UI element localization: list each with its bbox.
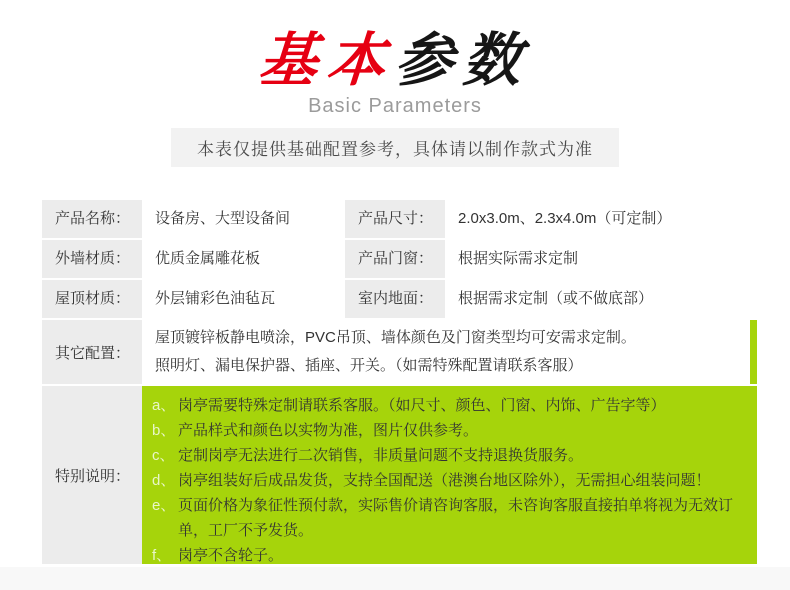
note-prefix-c: c、 — [152, 447, 175, 464]
special-notes-green-block — [142, 386, 757, 564]
note-prefix-e: e、 — [152, 497, 176, 514]
row3-value-indoor-floor: 根据需求定制（或不做底部） — [445, 280, 757, 318]
notice-banner: 本表仅提供基础配置参考，具体请以制作款式为准 — [171, 128, 619, 167]
note-item-d — [152, 468, 751, 493]
table-row-special-notes — [42, 386, 757, 564]
row2-value-wall-material: 优质金属雕花板 — [142, 240, 345, 278]
row3-label-indoor-floor: 室内地面： — [345, 280, 445, 318]
note-text-d: 岗亭组装好后成品发货，支持全国配送（港澳台地区除外），无需担心组装问题！ — [178, 472, 711, 489]
note-text-b: 产品样式和颜色以实物为准，图片仅供参考。 — [178, 422, 479, 439]
note-item-c — [152, 443, 751, 468]
note-item-e — [152, 493, 751, 543]
bottom-strip — [0, 567, 790, 590]
page-title-red-part: 基本 — [256, 26, 398, 94]
title-block — [0, 0, 790, 118]
row1-label-product-name: 产品名称： — [42, 200, 142, 238]
page-subtitle: Basic Parameters — [308, 94, 482, 117]
note-item-a — [152, 393, 751, 418]
row1-value-product-size: 2.0x3.0m、2.3x4.0m（可定制） — [445, 200, 757, 238]
row5-label-special-notes — [42, 386, 142, 564]
row2-label-wall-material: 外墙材质： — [42, 240, 142, 278]
notice-banner-wrap — [0, 128, 790, 167]
note-text-c: 定制岗亭无法进行二次销售，非质量问题不支持退换货服务。 — [178, 447, 584, 464]
row3-value-roof-material: 外层铺彩色油毡瓦 — [142, 280, 345, 318]
page-title — [256, 26, 534, 94]
row1-label-product-size: 产品尺寸： — [345, 200, 445, 238]
note-prefix-b: b、 — [152, 422, 176, 439]
table-row-other-config — [42, 320, 757, 384]
table-row — [42, 280, 757, 318]
other-config-line1: 屋顶镀锌板静电喷涂，PVC吊顶、墙体颜色及门窗类型均可安需求定制。 — [155, 329, 636, 346]
other-config-green-edge — [142, 320, 757, 384]
row4-label-text: 其它配置： — [55, 344, 131, 362]
note-item-f — [152, 543, 751, 568]
spec-table — [42, 200, 757, 566]
note-text-a: 岗亭需要特殊定制请联系客服。（如尺寸、颜色、门窗、内饰、广告字等） — [178, 397, 666, 414]
row3-label-roof-material: 屋顶材质： — [42, 280, 142, 318]
note-text-e: 页面价格为象征性预付款，实际售价请咨询客服，未咨询客服直接拍单将视为无效订单，工厂不予发货。 — [178, 497, 734, 539]
row5-label-text: 特别说明： — [55, 467, 131, 485]
row2-label-doors-windows: 产品门窗： — [345, 240, 445, 278]
note-prefix-d: d、 — [152, 472, 176, 489]
page-title-black-part: 参数 — [392, 26, 534, 94]
other-config-line2: 照明灯、漏电保护器、插座、开关。（如需特殊配置请联系客服） — [155, 357, 583, 374]
note-prefix-f: f、 — [152, 547, 172, 564]
note-item-b — [152, 418, 751, 443]
row1-value-product-name: 设备房、大型设备间 — [142, 200, 345, 238]
table-row — [42, 240, 757, 278]
row2-value-doors-windows: 根据实际需求定制 — [445, 240, 757, 278]
row4-label-other-config — [42, 320, 142, 384]
note-prefix-a: a、 — [152, 397, 176, 414]
other-config-content — [142, 320, 750, 384]
table-row — [42, 200, 757, 238]
note-text-f: 岗亭不含轮子。 — [178, 547, 284, 564]
